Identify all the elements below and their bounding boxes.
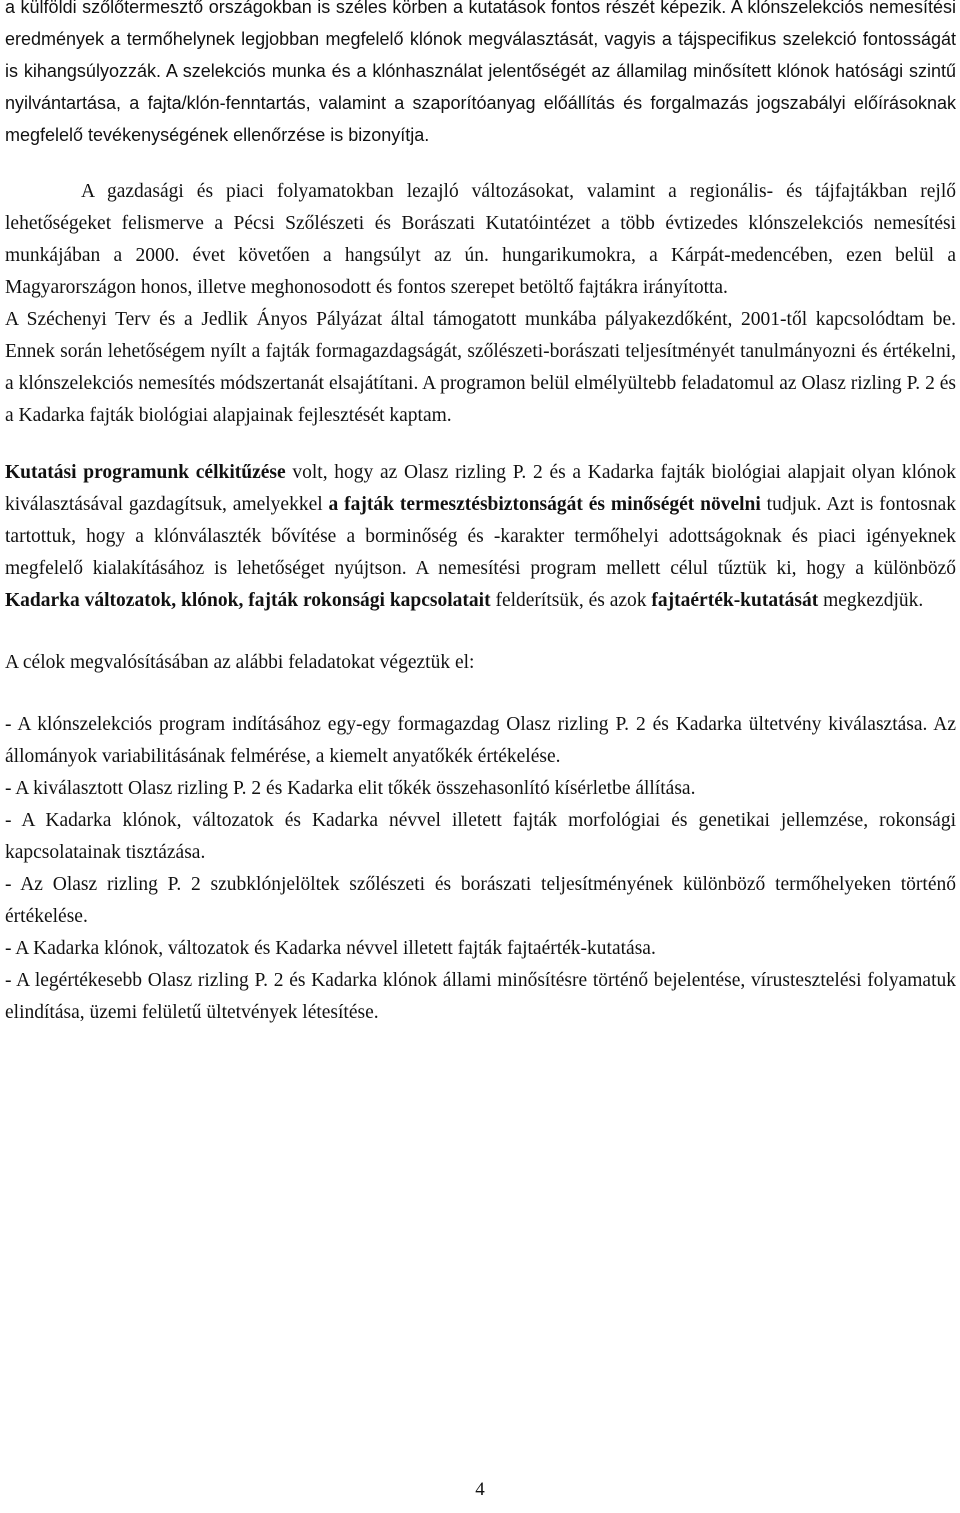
bold-safety-quality: a fajták termesztésbiztonságát és minőségét növelni bbox=[328, 494, 761, 515]
task-item: - A Kadarka klónok, változatok és Kadarka névvel illetett fajták fajtaérték-kutatása. bbox=[5, 938, 656, 959]
goal-text-1: volt, hogy az Olasz rizling P. 2 és a Kadarka fajták biológiai alapjait olyan klónok kiválasztásával gazdagítsuk, amelyekkel bbox=[5, 462, 956, 515]
task-item: - Az Olasz rizling P. 2 szubklónjelöltek szőlészeti és borászati teljesítményének különböző termőhelyeken történő értékelése. bbox=[5, 874, 956, 927]
task-item: - A klónszelekciós program indításához egy-egy formagazdag Olasz rizling P. 2 és Kadarka ültetvény kiválasztása. Az állományok variabilitásának felmérése, a kiemelt anyatőkék értékelése. bbox=[5, 714, 956, 767]
task-item: - A kiválasztott Olasz rizling P. 2 és Kadarka elit tőkék összehasonlító kísérletbe állítása. bbox=[5, 778, 696, 799]
goal-text-4: megkezdjük. bbox=[818, 590, 924, 611]
goal-text-3: felderítsük, és azok bbox=[490, 590, 652, 611]
goal-text-2: tudjuk. Azt is fontosnak tartottuk, hogy a klónválaszték bővítése a borminőség és -karakter termőhelyi adottságoknak és piaci igényeknek megfelelő kialakításához is lehetőséget nyújtson. A nemesítési program mellett célul tűztük ki, hogy a különböző bbox=[5, 494, 956, 579]
paragraph-tasks-intro: A célok megvalósításában az alábbi feladatokat végeztük el: bbox=[5, 652, 475, 673]
page-number: 4 bbox=[475, 1479, 485, 1500]
paragraph-economic-context: A gazdasági és piaci folyamatokban lezajló változásokat, valamint a regionális- és tájfajtákban rejlő lehetőségeket felismerve a Pécsi Szőlészeti és Borászati Kutatóintézet a több évtizedes klónszelekciós nemesítési munkájában a 2000. évet követően a hangsúlyt az ún. hungarikumokra, a Kárpát-medencében, ezen belül a Magyarországon honos, illetve meghonosodott és fontos szerepet betöltő fajtákra irányította. bbox=[5, 181, 956, 298]
paragraph-personal-involvement: A Széchenyi Terv és a Jedlik Ányos Pályázat által támogatott munkába pályakezdőként, 2001-től kapcsolódtam be. Ennek során lehetőségem nyílt a fajták formagazdagságát, szőlészeti-borászati teljesítményét tanulmányozni és értékelni, a klónszelekciós nemesítés módszertanát elsajátítani. A programon belül elmélyültebb feladatomul az Olasz rizling P. 2 és a Kadarka fajták biológiai alapjainak fejlesztését kaptam. bbox=[5, 309, 956, 426]
task-item: - A legértékesebb Olasz rizling P. 2 és Kadarka klónok állami minősítésre történő bejelentése, vírustesztelési folyamatuk elindítása, üzemi felületű ültetvények létesítése. bbox=[5, 970, 956, 1023]
paragraph-research-goal bbox=[5, 457, 956, 617]
paragraph-intro: a külföldi szőlőtermesztő országokban is széles körben a kutatások fontos részét képezik. A klónszelekciós nemesítési eredmények a termőhelynek legjobban megfelelő klónok megválasztását, vagyis a tájspecifikus szelekció fontosságát is kihangsúlyozzák. A szelekciós munka és a klónhasználat jelentőségét az államilag minősített klónok hatósági szintű nyilvántartása, a fajta/klón-fenntartás, valamint a szaporítóanyag előállítás és forgalmazás jogszabályi előírásoknak megfelelő tevékenységének ellenőrzése is bizonyítja. bbox=[5, 0, 956, 145]
task-item: - A Kadarka klónok, változatok és Kadarka névvel illetett fajták morfológiai és genetikai jellemzése, rokonsági kapcsolatainak tisztázása. bbox=[5, 810, 956, 863]
bold-research-goal-heading: Kutatási programunk célkitűzése bbox=[5, 462, 286, 483]
bold-variety-research: fajtaérték-kutatását bbox=[651, 590, 819, 611]
task-list bbox=[5, 709, 956, 1029]
bold-kadarka-relations: Kadarka változatok, klónok, fajták rokonsági kapcsolatait bbox=[5, 590, 491, 611]
